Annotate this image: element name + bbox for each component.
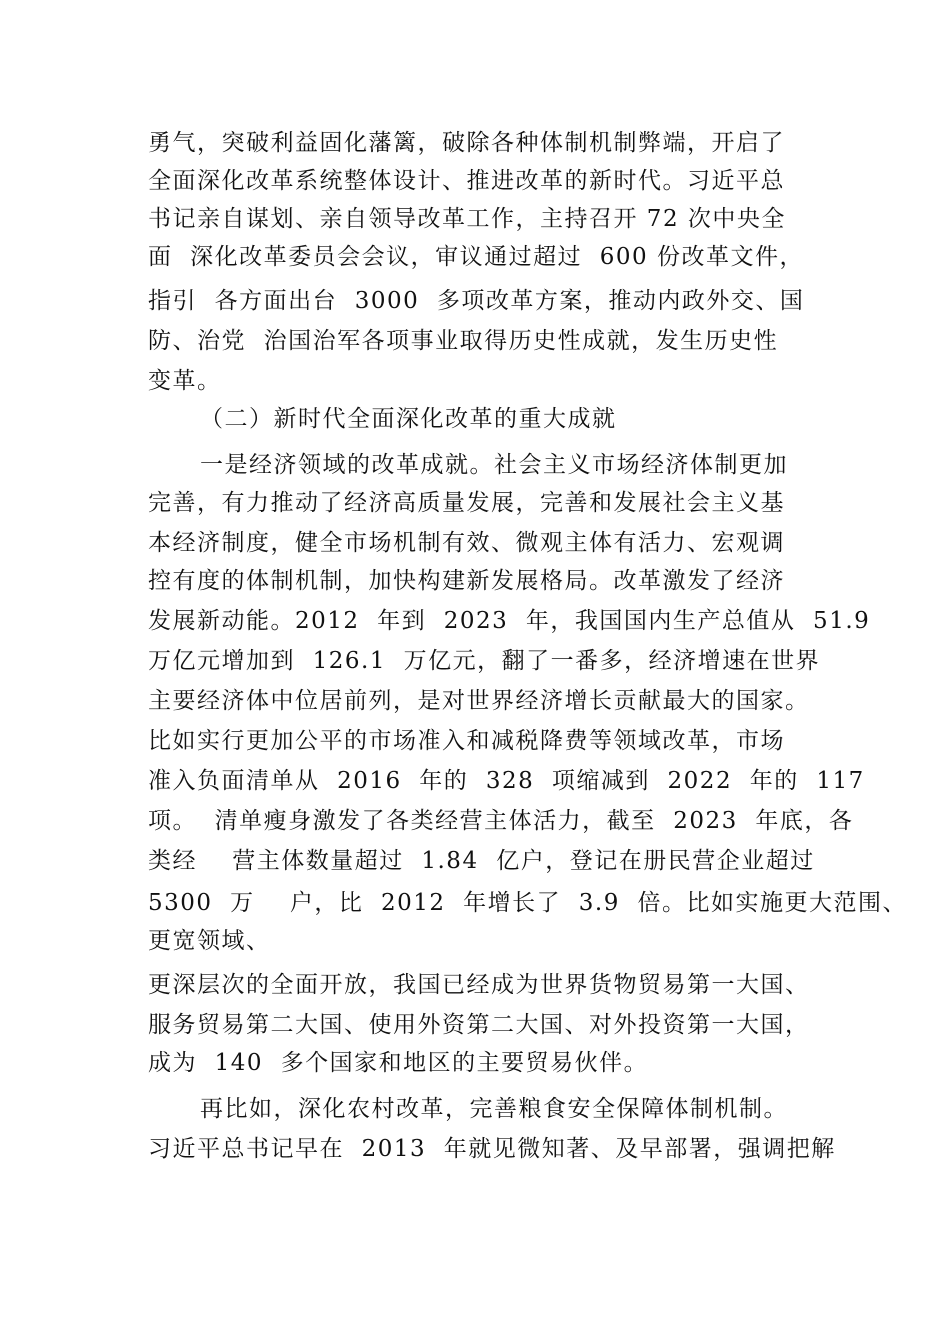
text-line: 一是经济领域的改革成就。社会主义市场经济体制更加: [200, 452, 788, 478]
text-line: 类经 营主体数量超过 1.84 亿户，登记在册民营企业超过: [148, 848, 815, 874]
text-line: 完善，有力推动了经济高质量发展，完善和发展社会主义基: [148, 490, 785, 516]
text-line: 变革。: [148, 368, 222, 394]
text-line: 书记亲自谋划、亲自领导改革工作，主持召开 72 次中央全: [148, 206, 786, 232]
text-line: 全面深化改革系统整体设计、推进改革的新时代。习近平总: [148, 168, 785, 194]
text-line: 成为 140 多个国家和地区的主要贸易伙伴。: [148, 1050, 649, 1076]
text-line: 更深层次的全面开放，我国已经成为世界货物贸易第一大国、: [148, 972, 810, 998]
text-line: 发展新动能。2012 年到 2023 年，我国国内生产总值从 51.9: [148, 608, 871, 634]
text-line: 项。 清单瘦身激发了各类经营主体活力，截至 2023 年底，各: [148, 808, 854, 834]
text-line: 本经济制度，健全市场机制有效、微观主体有活力、宏观调: [148, 530, 785, 556]
text-line: 防、治党 治国治军各项事业取得历史性成就，发生历史性: [148, 328, 779, 354]
text-line: 5300 万 户，比 2012 年增长了 3.9 倍。比如实施更大范围、: [148, 890, 907, 916]
text-line: 服务贸易第二大国、使用外资第二大国、对外投资第一大国，: [148, 1012, 810, 1038]
text-line: 勇气，突破利益固化藩篱，破除各种体制机制弊端，开启了: [148, 130, 785, 156]
text-line: 更宽领域、: [148, 928, 271, 954]
text-line: 准入负面清单从 2016 年的 328 项缩减到 2022 年的 117: [148, 768, 865, 794]
text-line: 比如实行更加公平的市场准入和减税降费等领域改革，市场: [148, 728, 785, 754]
text-line: 面 深化改革委员会会议，审议通过超过 600 份改革文件，: [148, 244, 804, 270]
text-line: 习近平总书记早在 2013 年就见微知著、及早部署，强调把解: [148, 1136, 836, 1162]
text-line: 指引 各方面出台 3000 多项改革方案，推动内政外交、国: [148, 288, 805, 314]
text-line: 万亿元增加到 126.1 万亿元，翻了一番多，经济增速在世界: [148, 648, 821, 674]
text-line: 再比如，深化农村改革，完善粮食安全保障体制机制。: [200, 1096, 788, 1122]
text-line: 控有度的体制机制，加快构建新发展格局。改革激发了经济: [148, 568, 785, 594]
text-line: 主要经济体中位居前列，是对世界经济增长贡献最大的国家。: [148, 688, 810, 714]
section-heading: （二）新时代全面深化改革的重大成就: [200, 406, 617, 432]
